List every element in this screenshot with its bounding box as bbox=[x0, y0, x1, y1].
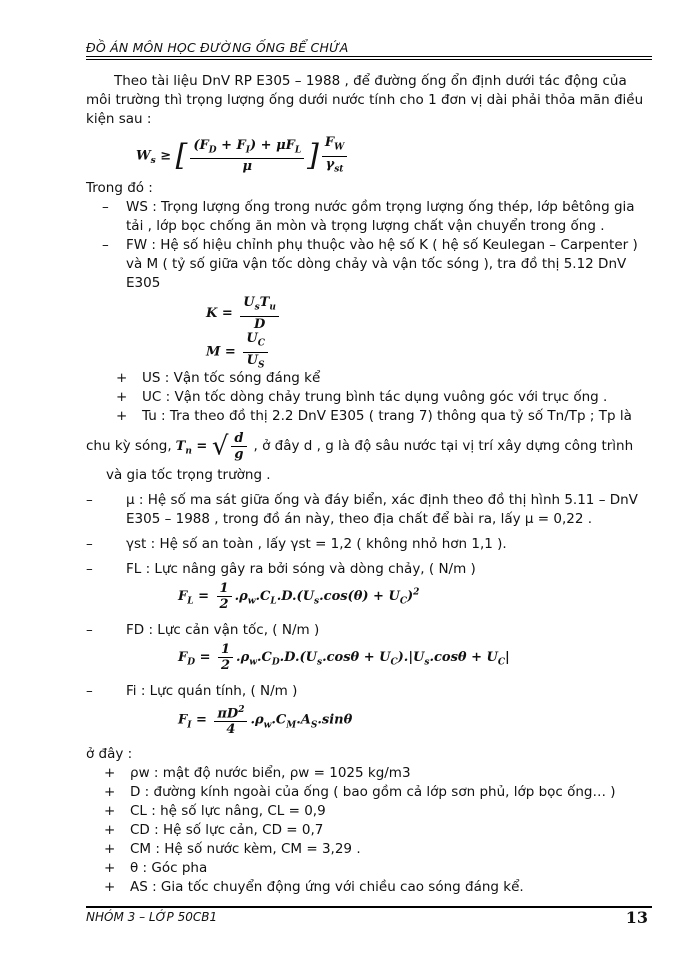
bullet-plus: + bbox=[116, 408, 128, 424]
tu-definition: Tu : Tra theo đồ thị 2.2 DnV E305 ( trang 7) thông qua tỷ số Tn/Tp ; Tp là bbox=[142, 408, 632, 424]
fd-definition: FD : Lực cản vận tốc, ( N/m ) bbox=[126, 622, 320, 638]
ws-definition: WS : Trọng lượng ống trong nước gồm trọng lượng ống thép, lớp bêtông gia tải , lớp bọc chống ăn mòn và trọng lượng chất vận chuyển trong ống . bbox=[126, 199, 635, 234]
bullet-plus: + bbox=[104, 765, 116, 781]
bullet-plus: + bbox=[116, 389, 128, 405]
theta-definition: θ : Góc pha bbox=[130, 860, 208, 876]
formula-tn: $T_n$ = √ $\frac{d}{g}$ bbox=[176, 431, 250, 462]
fl-definition: FL : Lực nâng gây ra bởi sóng và dòng chảy, ( N/m ) bbox=[126, 561, 476, 577]
fi-definition: Fi : Lực quán tính, ( N/m ) bbox=[126, 683, 298, 699]
bullet-plus: + bbox=[104, 860, 116, 876]
bullet-plus: + bbox=[104, 879, 116, 895]
tu-line-3: và gia tốc trọng trường . bbox=[106, 467, 271, 483]
header-title: ĐỒ ÁN MÔN HỌC ĐƯỜNG ỐNG BỂ CHỨA bbox=[86, 40, 349, 55]
bullet-dash: – bbox=[86, 536, 93, 552]
intro-paragraph: Theo tài liệu DnV RP E305 – 1988 , để đường ống ổn định dưới tác động của môi trường thì trọng lượng ống dưới nước tính cho 1 đơn vị dài phải thỏa mãn điều kiện sau : bbox=[86, 73, 644, 127]
header-rule-2 bbox=[86, 59, 652, 60]
footer-rule bbox=[86, 906, 652, 908]
tu-line-2b: , ở đây d , g là độ sâu nước tại vị trí xây dựng công trình bbox=[253, 437, 634, 454]
gamma-definition: γst : Hệ số an toàn , lấy γst = 1,2 ( không nhỏ hơn 1,1 ). bbox=[126, 536, 507, 552]
bullet-plus: + bbox=[104, 784, 116, 800]
uc-definition: UC : Vận tốc dòng chảy trung bình tác dụng vuông góc với trục ống . bbox=[142, 389, 608, 405]
bullet-dash: – bbox=[86, 683, 93, 699]
bullet-dash: – bbox=[102, 199, 109, 215]
o-day-label: ở đây : bbox=[86, 746, 133, 762]
page-number: 13 bbox=[625, 908, 648, 927]
formula-fl: $F_L$ = $\frac{1}{2}$ $.\rho_w.C_L.D.(U_s.\cos(\theta) + U_C)^2$ bbox=[178, 581, 420, 612]
bullet-plus: + bbox=[104, 841, 116, 857]
bullet-plus: + bbox=[104, 822, 116, 838]
bullet-dash: – bbox=[86, 492, 93, 508]
page-body bbox=[86, 72, 652, 897]
formula-fi: $F_I$ = $\frac{\pi D^2}{4}$ $.\rho_w.C_M.A_S.\sin\theta$ bbox=[178, 705, 353, 738]
formula-ws: $W_s$ ≥ [ $\frac{(F_D + F_I) + \mu F_L}{\mu}$ ] $\frac{F_W}{\gamma_{st}}$ bbox=[136, 135, 652, 175]
footer-group: NHÓM 3 – LỚP 50CB1 bbox=[86, 910, 218, 924]
cl-definition: CL : hệ số lực nâng, CL = 0,9 bbox=[130, 803, 326, 819]
bullet-dash: – bbox=[102, 237, 109, 253]
tu-line-2a: chu kỳ sóng, bbox=[86, 437, 172, 454]
header-rule bbox=[86, 56, 652, 57]
bullet-dash: – bbox=[86, 622, 93, 638]
d-definition: D : đường kính ngoài của ống ( bao gồm cả lớp sơn phủ, lớp bọc ống… ) bbox=[130, 784, 616, 800]
bullet-plus: + bbox=[104, 803, 116, 819]
formula-m: M = $\frac{U_C}{U_S}$ bbox=[206, 331, 652, 367]
trong-do-label: Trong đó : bbox=[86, 180, 153, 196]
formula-fd: $F_D$ = $\frac{1}{2}$ $.\rho_w.C_D.D.(U_s.\cos\theta + U_C).|U_s.\cos\theta + U_C|$ bbox=[178, 642, 510, 673]
fw-definition: FW : Hệ số hiệu chỉnh phụ thuộc vào hệ số K ( hệ số Keulegan – Carpenter ) và M ( tỷ số giữa vận tốc dòng chảy và vận tốc sóng ), tra đồ thị 5.12 DnV E305 bbox=[126, 237, 638, 291]
us-definition: US : Vận tốc sóng đáng kể bbox=[142, 370, 321, 386]
bullet-dash: – bbox=[86, 561, 93, 577]
mu-definition: μ : Hệ số ma sát giữa ống và đáy biển, xác định theo đồ thị hình 5.11 – DnV E305 – 1988 , trong đồ án này, theo địa chất để bài ra, lấy μ = 0,22 . bbox=[126, 492, 638, 527]
rho-definition: ρw : mật độ nước biển, ρw = 1025 kg/m3 bbox=[130, 765, 411, 781]
bullet-plus: + bbox=[116, 370, 128, 386]
formula-k: K = $\frac{U_sT_u}{D}$ bbox=[206, 295, 652, 329]
cd-definition: CD : Hệ số lực cản, CD = 0,7 bbox=[130, 822, 324, 838]
as-definition: AS : Gia tốc chuyển động ứng với chiều cao sóng đáng kể. bbox=[130, 879, 524, 895]
cm-definition: CM : Hệ số nước kèm, CM = 3,29 . bbox=[130, 841, 361, 857]
